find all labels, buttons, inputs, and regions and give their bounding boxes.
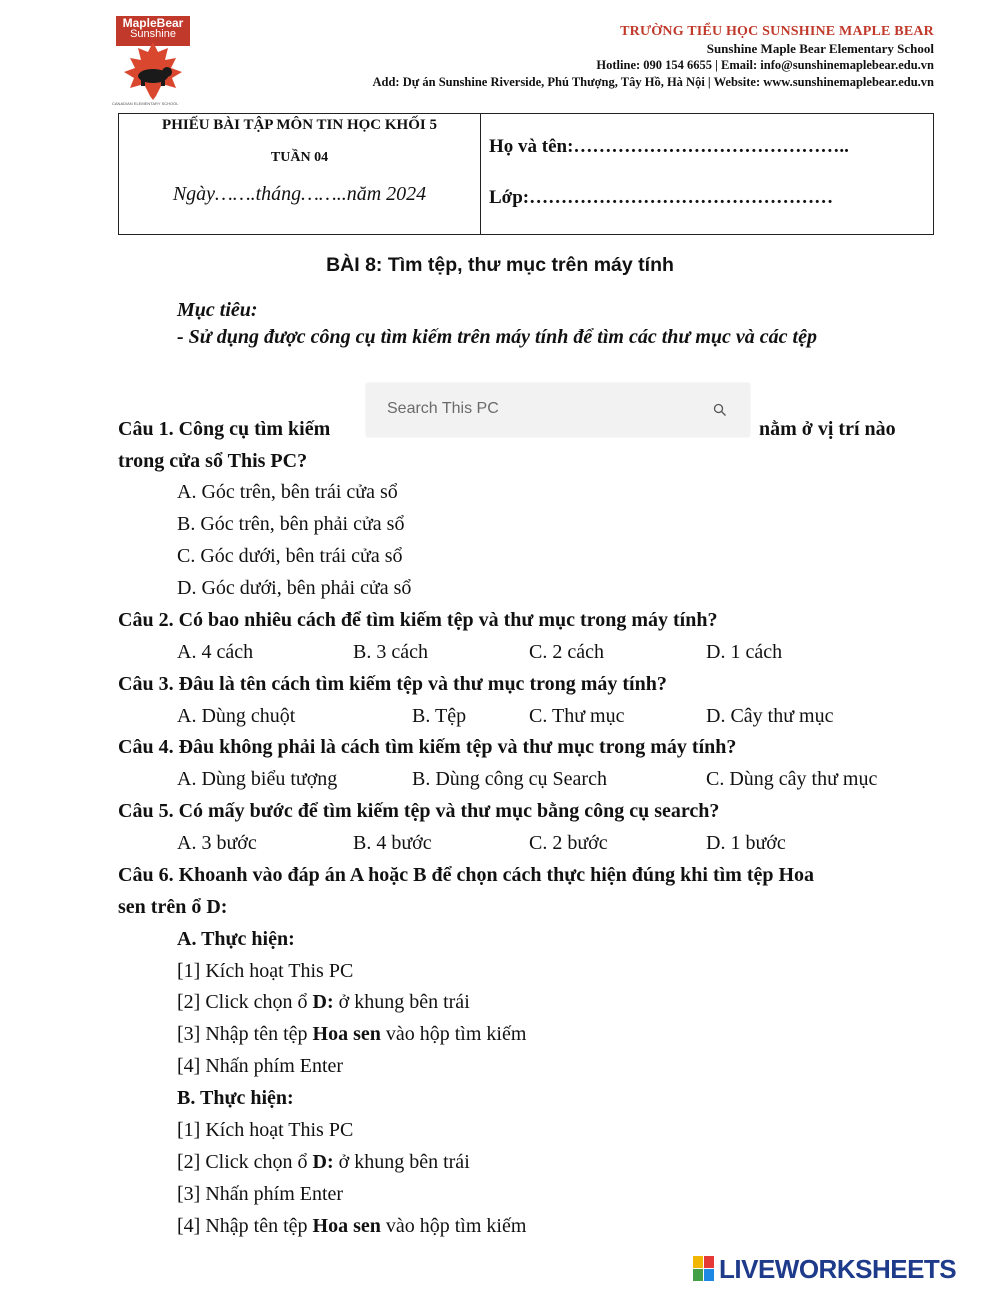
q4-option-c[interactable]: C. Dùng cây thư mục bbox=[706, 768, 878, 790]
question-1-label: Câu 1 bbox=[118, 418, 169, 440]
logo-tagline: CANADIAN ELEMENTARY SCHOOL bbox=[112, 101, 179, 106]
search-placeholder: Search This PC bbox=[387, 400, 499, 417]
q6-a-step-3-num: [3] bbox=[177, 1023, 206, 1045]
q6-b-step-4-pre: Nhập tên tệp bbox=[205, 1215, 313, 1237]
objective-heading: Mục tiêu: bbox=[177, 299, 258, 321]
question-6-label: Câu 6 bbox=[118, 864, 169, 886]
q4-option-b[interactable]: B. Dùng công cụ Search bbox=[412, 768, 607, 790]
date-field: Ngày…….tháng……..năm 2024 bbox=[172, 183, 427, 205]
question-6-text-line2: sen trên ổ D: bbox=[118, 896, 228, 918]
q6-b-step-1: [1] Kích hoạt This PC bbox=[177, 1119, 354, 1141]
objective-text: - Sử dụng được công cụ tìm kiếm trên máy tính để tìm các thư mục và các tệp bbox=[177, 326, 817, 348]
q6-b-step-2-drive: D: bbox=[312, 1151, 334, 1173]
q6-b-step-4-num: [4] bbox=[177, 1215, 206, 1237]
q6-b-step-4 bbox=[177, 1215, 526, 1238]
liveworksheets-text: LIVEWORKSHEETS bbox=[719, 1254, 957, 1284]
question-1-text-b: nằm ở vị trí nào bbox=[759, 418, 896, 440]
question-3 bbox=[118, 673, 667, 696]
box-divider bbox=[480, 114, 481, 234]
q2-option-b[interactable]: B. 3 cách bbox=[353, 641, 428, 663]
search-this-pc-box[interactable] bbox=[366, 383, 750, 437]
logo-brand-line1: MapleBear bbox=[122, 16, 184, 30]
q6-a-step-4-num: [4] bbox=[177, 1055, 206, 1077]
q6-a-step-3-filename: Hoa sen bbox=[312, 1023, 381, 1045]
q6-a-step-3-post: vào hộp tìm kiếm bbox=[380, 1023, 527, 1045]
q6-a-step-2-drive: D: bbox=[312, 991, 334, 1013]
q6-a-step-2 bbox=[177, 991, 470, 1014]
q6-a-step-1: [1] Kích hoạt This PC bbox=[177, 960, 354, 982]
q4-option-a[interactable]: A. Dùng biểu tượng bbox=[177, 768, 338, 790]
q6-b-step-3-num: [3] bbox=[177, 1183, 206, 1205]
question-1 bbox=[118, 418, 330, 441]
class-field: Lớp:………………………………………… bbox=[489, 187, 834, 208]
q6-a-step-3 bbox=[177, 1023, 526, 1046]
q6-a-step-3-pre: Nhập tên tệp bbox=[205, 1023, 313, 1045]
worksheet-info-box bbox=[118, 113, 934, 235]
q6-b-step-4-post: vào hộp tìm kiếm bbox=[380, 1215, 527, 1237]
address-info: Add: Dự án Sunshine Riverside, Phú Thượng, Tây Hồ, Hà Nội | Website: www.sunshinemaplebear.edu.vn bbox=[372, 75, 934, 89]
q1-option-a[interactable]: A. Góc trên, bên trái cửa sổ bbox=[177, 481, 398, 503]
q6-b-step-3-text: Nhấn phím Enter bbox=[205, 1183, 344, 1205]
liveworksheets-blocks-icon bbox=[693, 1256, 715, 1282]
q6-b-step-2 bbox=[177, 1151, 470, 1174]
lesson-title: BÀI 8: Tìm tệp, thư mục trên máy tính bbox=[326, 254, 674, 276]
question-4 bbox=[118, 736, 736, 759]
question-5-label: Câu 5 bbox=[118, 800, 169, 822]
school-logo bbox=[112, 16, 190, 106]
logo-brand-line2: Sunshine bbox=[130, 28, 176, 40]
question-3-text: . Đâu là tên cách tìm kiếm tệp và thư mục trong máy tính? bbox=[168, 673, 667, 695]
q6-b-step-4-filename: Hoa sen bbox=[312, 1215, 381, 1237]
q6-b-step-2-post: ở khung bên trái bbox=[333, 1151, 470, 1173]
question-3-label: Câu 3 bbox=[118, 673, 169, 695]
question-6 bbox=[118, 864, 814, 887]
q1-option-d[interactable]: D. Góc dưới, bên phải cửa sổ bbox=[177, 577, 412, 599]
question-1-text-c: trong cửa sổ This PC? bbox=[118, 450, 308, 472]
q6-a-step-4-text: Nhấn phím Enter bbox=[205, 1055, 344, 1077]
question-6-text-line1: . Khoanh vào đáp án A hoặc B để chọn cách thực hiện đúng khi tìm tệp Hoa bbox=[168, 864, 815, 886]
question-5-text: . Có mấy bước để tìm kiếm tệp và thư mục bằng công cụ search? bbox=[168, 800, 720, 822]
q3-option-a[interactable]: A. Dùng chuột bbox=[177, 705, 296, 727]
week-label: TUẦN 04 bbox=[270, 150, 329, 165]
question-5 bbox=[118, 800, 719, 823]
question-4-text: . Đâu không phải là cách tìm kiếm tệp và thư mục trong máy tính? bbox=[168, 736, 737, 758]
q6-b-step-2-pre: [2] Click chọn ổ bbox=[177, 1151, 313, 1173]
school-name-en: Sunshine Maple Bear Elementary School bbox=[706, 41, 934, 56]
q6-b-step-3 bbox=[177, 1183, 343, 1206]
q2-option-c[interactable]: C. 2 cách bbox=[529, 641, 604, 663]
q3-option-c[interactable]: C. Thư mục bbox=[529, 705, 625, 727]
question-2-text: . Có bao nhiêu cách để tìm kiếm tệp và thư mục trong máy tính? bbox=[168, 609, 718, 631]
student-name-field: Họ và tên:…………………………………….. bbox=[489, 136, 849, 157]
q6-a-step-4 bbox=[177, 1055, 343, 1078]
search-icon[interactable] bbox=[712, 402, 728, 418]
q3-option-d[interactable]: D. Cây thư mục bbox=[706, 705, 834, 727]
q6-a-step-2-post: ở khung bên trái bbox=[333, 991, 470, 1013]
q5-option-b[interactable]: B. 4 bước bbox=[353, 832, 432, 854]
question-2-label: Câu 2 bbox=[118, 609, 169, 631]
q3-option-b[interactable]: B. Tệp bbox=[412, 705, 467, 727]
q2-option-a[interactable]: A. 4 cách bbox=[177, 641, 254, 663]
q2-option-d[interactable]: D. 1 cách bbox=[706, 641, 783, 663]
sheet-title: PHIẾU BÀI TẬP MÔN TIN HỌC KHỐI 5 bbox=[162, 117, 437, 133]
q5-option-c[interactable]: C. 2 bước bbox=[529, 832, 608, 854]
question-4-label: Câu 4 bbox=[118, 736, 169, 758]
contact-info: Hotline: 090 154 6655 | Email: info@sunshinemaplebear.edu.vn bbox=[596, 58, 934, 72]
question-2 bbox=[118, 609, 717, 632]
question-1-text-a: . Công cụ tìm kiếm bbox=[168, 418, 331, 440]
q5-option-a[interactable]: A. 3 bước bbox=[177, 832, 257, 854]
q5-option-d[interactable]: D. 1 bước bbox=[706, 832, 786, 854]
q6-a-step-2-pre: [2] Click chọn ổ bbox=[177, 991, 313, 1013]
q1-option-c[interactable]: C. Góc dưới, bên trái cửa sổ bbox=[177, 545, 403, 567]
q1-option-b[interactable]: B. Góc trên, bên phải cửa sổ bbox=[177, 513, 405, 535]
school-name-vn: TRƯỜNG TIỂU HỌC SUNSHINE MAPLE BEAR bbox=[620, 24, 934, 39]
q6-option-a-heading[interactable]: A. Thực hiện: bbox=[177, 928, 295, 950]
q6-option-b-heading[interactable]: B. Thực hiện: bbox=[177, 1087, 294, 1109]
